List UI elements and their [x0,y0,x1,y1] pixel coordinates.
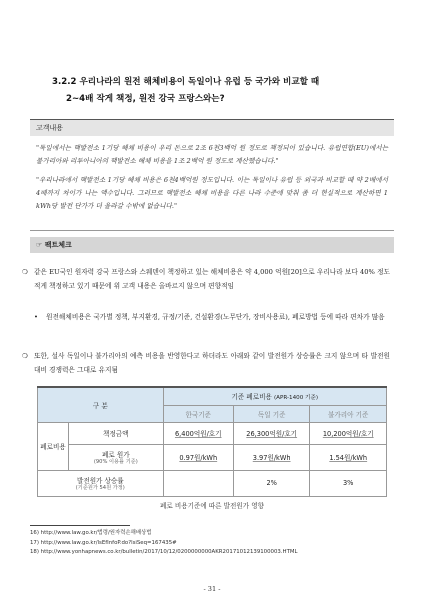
table-cell: 3.97원/kWh [252,454,291,462]
decommissioning-cost-table [37,386,387,497]
table-header-main [163,387,386,405]
table-header-main-title: 기준 폐로비용 [231,393,272,402]
table-header-main-note: (APR-1400 기준) [273,395,319,402]
table-header-group: 구 분 [38,387,164,422]
row-label-cost-rise-title: 발전원가 상승률 [76,476,124,485]
footnote-divider [30,525,130,526]
pointing-hand-icon: ☞ [36,241,43,249]
heading-line-1: 3.2.2 우리나라의 원전 해체비용이 독일이나 유럽 등 국가와 비교할 때 [52,77,320,87]
table-cell: 2% [233,470,310,496]
fact-paragraph-1-text: 같은 EU국인 원자력 강국 프랑스와 스웨덴이 책정하고 있는 해체비용은 약 4,000 억원[20]으로 우리나라 보다 40% 정도 적게 책정하고 있기 때문에 위 고객 내용은 올바르지 않으며 편향적임 [34,268,390,290]
row-label-unit-cost-note: (90% 이용률 기준) [93,458,138,465]
footnote-18: 18) http://www.yonhapnews.co.kr/bulletin/2017/10/12/0200000000AKR20171012139100003.HTML [30,549,298,555]
fact-subpoint [34,311,390,325]
fact-subpoint-text: 원전해체비용은 국가별 정책, 부지환경, 규정/기준, 건설환경(노무단가, 장비사용료), 폐로방법 등에 따라 편차가 많음 [46,313,385,321]
table-cell: 0.97원/kWh [179,454,218,462]
column-header-bulgaria: 불가리아 기준 [310,405,387,422]
table-cell [163,470,233,496]
column-header-germany: 독일 기준 [233,405,310,422]
factcheck-bar [30,237,394,253]
row-label-unit-cost [69,444,164,470]
table-cell: 1.54원/kWh [329,454,368,462]
page-number: - 31 - [203,585,221,593]
fact-paragraph-2-text: 또한, 설사 독일이나 불가리아의 예측 비용을 반영한다고 하더라도 아래와 같이 발전원가 상승률은 크지 않으며 타 발전원 대비 경쟁력은 그대로 유지됨 [34,352,390,374]
row-label-cost-rise-note: (기준원가 54원 가정) [75,484,125,491]
heading-line-2: 2~4배 작게 책정, 원전 강국 프랑스와는? [66,94,225,104]
row-group-label: 폐로비용 [38,422,69,470]
table-caption: 폐로 비용기준에 따른 발전원가 영향 [160,502,264,510]
row-label-unit-cost-title: 폐로 원가 [102,450,130,459]
section-heading [52,74,382,108]
claim-label: 고객내용 [36,124,64,132]
footnote-16: 16) http://www.law.go.kr/법령/원자력손해배상법 [30,530,152,536]
dot-bullet-icon: • [34,313,38,321]
row-label-cost-rise [38,470,164,496]
footnotes [30,529,400,558]
table-cell: 26,300억원/호기 [246,430,298,438]
claim-box [30,136,394,231]
table-cell: 10,200억원/호기 [322,430,374,438]
table-cell: 3% [310,470,387,496]
claim-paragraph-2: "우리나라에서 핵발전소 1기당 해체 비용은 6천4백억원 정도입니다. 이는 독일이나 유럽 등 외국과 비교할 때 약 2배에서 4배까지 차이가 나는 액수입니다. 그러므로 핵발전소 해체 비용을 다른 나라 수준에 맞춰 좀 더 현실적으로 계산하면 1 kWh당 발전 단가가 더 올라갈 수밖에 없습니다." [36,176,388,210]
table-cell: 6,400억원/호기 [174,430,222,438]
claim-label-bar [30,119,394,136]
footnote-17: 17) http://www.law.go.kr/lsEfInfoP.do?lsiSeq=167435# [30,539,177,546]
circle-bullet-icon: ❍ [22,352,28,360]
fact-paragraph-1 [22,266,390,293]
row-label-budget: 책정금액 [69,422,164,444]
circle-bullet-icon: ❍ [22,268,28,276]
factcheck-label: 팩트체크 [44,241,72,249]
column-header-korea: 한국기준 [163,405,233,422]
claim-paragraph-1: "독일에서는 핵발전소 1기당 해체 비용이 우리 돈으로 2조 6천3백억 원 정도로 책정되어 있습니다. 유럽연합(EU)에서는 불가리아와 리투아니아의 핵발전소 해체 비용을 1조 2백억 원 정도로 계산했습니다." [36,144,388,165]
fact-paragraph-2 [22,350,390,377]
